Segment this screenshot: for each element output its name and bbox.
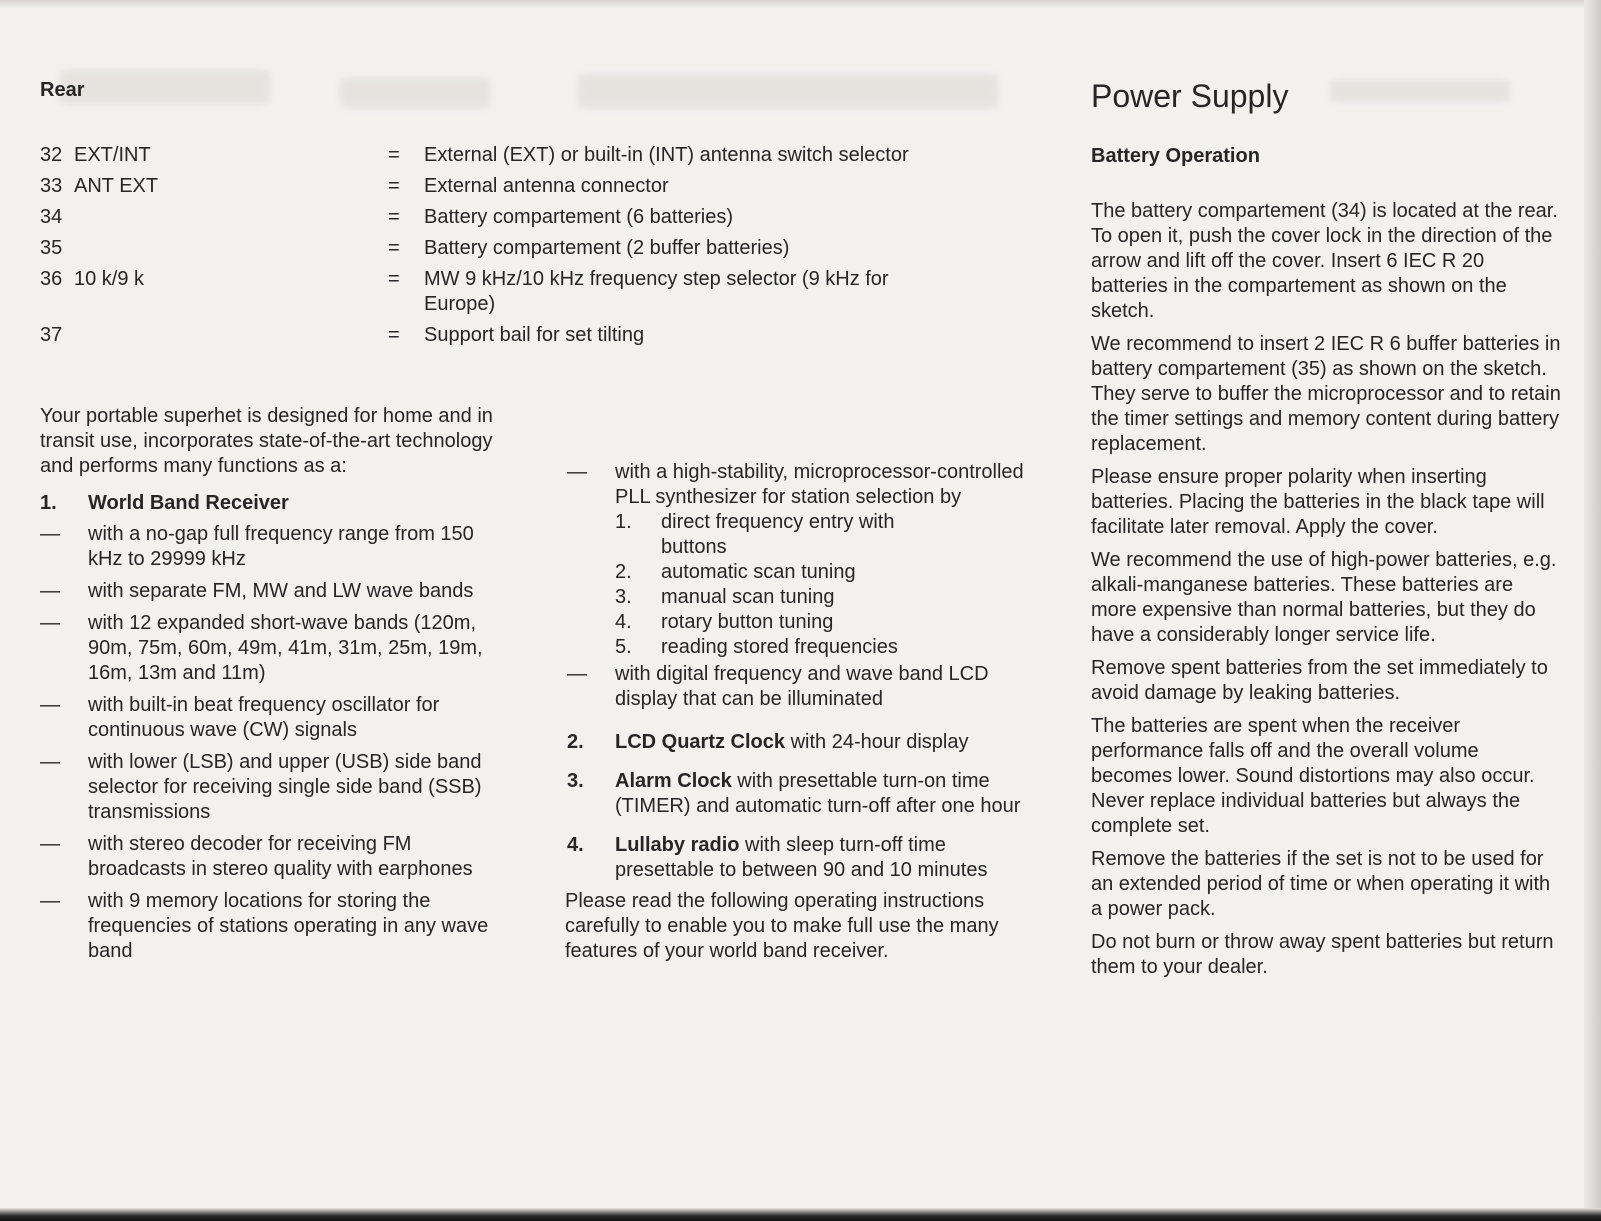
rear-row xyxy=(40,236,790,261)
rear-row xyxy=(40,323,645,348)
rear-desc: External antenna connector xyxy=(424,175,669,197)
intro-paragraph: Your portable superhet is designed for home and in transit use, incorporates state-of-the-art technology and performs many functions as a: xyxy=(40,405,493,477)
rear-key xyxy=(74,236,388,261)
page-edge-bottom xyxy=(0,1208,1601,1221)
pll-list xyxy=(567,460,1037,712)
body-paragraph: Remove spent batteries from the set immediately to avoid damage by leaking batteries. xyxy=(1091,657,1548,704)
rear-key: ANT EXT xyxy=(74,175,159,197)
rear-num: 36 xyxy=(40,268,63,290)
rear-desc: External (EXT) or built-in (INT) antenna switch selector xyxy=(424,144,909,166)
sub-list-item: 4. rotary button tuning xyxy=(615,611,834,633)
feature-number: 1. xyxy=(40,492,57,514)
rear-num: 32 xyxy=(40,144,63,166)
rear-num: 35 xyxy=(40,237,63,259)
body-paragraph: Do not burn or throw away spent batteries but return them to your dealer. xyxy=(1091,931,1554,978)
closing-paragraph: Please read the following operating instructions carefully to enable you to make full use the many features of your world band receiver. xyxy=(565,890,999,962)
rear-eq: = xyxy=(388,144,400,166)
feature-world-band xyxy=(40,491,510,516)
rear-heading: Rear xyxy=(40,79,85,101)
rear-num: 34 xyxy=(40,206,63,228)
sub-list-item: 5. reading stored frequencies xyxy=(615,636,898,658)
feature-alarm-clock: 3. Alarm Clock with presettable turn-on time (TIMER) and automatic turn-off after one hour xyxy=(567,770,1021,817)
list-item: — with built-in beat frequency oscillator for continuous wave (CW) signals xyxy=(40,694,440,741)
body-paragraph: We recommend the use of high-power batteries, e.g. alkali-manganese batteries. These batteries are more expensive than normal batteries, but they do have a considerably longer service life. xyxy=(1091,549,1557,646)
page-edge-top xyxy=(0,0,1601,8)
rear-table xyxy=(40,143,909,348)
sub-list-item: 2. automatic scan tuning xyxy=(615,561,856,583)
page-title: Power Supply xyxy=(1091,78,1289,114)
list-item: — with a no-gap full frequency range from 150 kHz to 29999 kHz xyxy=(40,523,474,570)
list-item: — with 9 memory locations for storing the frequencies of stations operating in any wave band xyxy=(40,890,489,962)
feature-number: 4. xyxy=(567,834,584,856)
feature-number: 2. xyxy=(567,731,584,753)
feature-lcd-clock: 2. LCD Quartz Clock with 24-hour display xyxy=(567,731,969,753)
list-item: — with lower (LSB) and upper (USB) side band selector for receiving single side band (SSB) transmissions xyxy=(40,751,482,823)
sub-list-item: 1. direct frequency entry with buttons xyxy=(615,511,895,558)
rear-row xyxy=(40,267,889,317)
list-item: — with stereo decoder for receiving FM broadcasts in stereo quality with earphones xyxy=(40,833,473,880)
rear-desc: Support bail for set tilting xyxy=(424,324,645,346)
sub-list-item: 3. manual scan tuning xyxy=(615,586,835,608)
section-heading: Battery Operation xyxy=(1091,145,1260,167)
rear-eq: = xyxy=(388,268,400,290)
feature-lullaby-radio: 4. Lullaby radio with sleep turn-off time presettable to between 90 and 10 minutes xyxy=(567,834,988,881)
rear-desc: Battery compartement (6 batteries) xyxy=(424,206,734,228)
rear-key: 10 k/9 k xyxy=(74,268,145,290)
rear-row xyxy=(40,205,734,230)
column-right xyxy=(1091,76,1561,988)
feature-title: World Band Receiver xyxy=(88,492,289,514)
body-paragraph: We recommend to insert 2 IEC R 6 buffer batteries in battery compartement (35) as shown on the sketch. They serve to buffer the microprocessor and to retain the timer settings and memory content during battery replacement. xyxy=(1091,333,1561,455)
rear-eq: = xyxy=(388,324,400,346)
rear-eq: = xyxy=(388,206,400,228)
rear-eq: = xyxy=(388,175,400,197)
rear-eq: = xyxy=(388,237,400,259)
rear-key xyxy=(74,205,388,230)
list-item: — with separate FM, MW and LW wave bands xyxy=(40,580,474,602)
page-edge-right xyxy=(1584,0,1601,1221)
list-item: — with 12 expanded short-wave bands (120m, 90m, 75m, 60m, 49m, 41m, 31m, 25m, 19m, 16m, 13m and 11m) xyxy=(40,612,483,684)
body-paragraph: The batteries are spent when the receiver performance falls off and the overall volume becomes lower. Sound distortions may also occur. Never replace individual batteries but always the complete set. xyxy=(1091,715,1535,837)
body-paragraph: Please ensure proper polarity when inserting batteries. Placing the batteries in the black tape will facilitate later removal. Apply the cover. xyxy=(1091,466,1545,538)
rear-key xyxy=(74,323,388,348)
rear-row xyxy=(40,174,669,199)
column-middle xyxy=(567,460,1037,974)
body-paragraph: The battery compartement (34) is located at the rear. To open it, push the cover lock in the direction of the arrow and lift off the cover. Insert 6 IEC R 20 batteries in the compartement as shown on the sketch. xyxy=(1091,200,1558,322)
list-item: — with a high-stability, microprocessor-controlled PLL synthesizer for station selection by 1. direct frequency entry with buttons 2. automatic scan tuning 3. manual scan tuning 4. rotary button tuning 5. reading stored frequencies xyxy=(567,460,1037,660)
rear-num: 37 xyxy=(40,324,63,346)
rear-desc: Battery compartement (2 buffer batteries) xyxy=(424,237,790,259)
pll-sublist xyxy=(615,510,1037,660)
list-item: — with digital frequency and wave band LCD display that can be illuminated xyxy=(567,663,989,710)
rear-row xyxy=(40,143,909,168)
rear-num: 33 xyxy=(40,175,63,197)
feature-number: 3. xyxy=(567,770,584,792)
world-band-list xyxy=(40,522,510,964)
body-paragraph: Remove the batteries if the set is not to be used for an extended period of time or when operating it with a power pack. xyxy=(1091,848,1551,920)
rear-key: EXT/INT xyxy=(74,144,151,166)
rear-desc: MW 9 kHz/10 kHz frequency step selector (9 kHz for Europe) xyxy=(424,268,889,315)
